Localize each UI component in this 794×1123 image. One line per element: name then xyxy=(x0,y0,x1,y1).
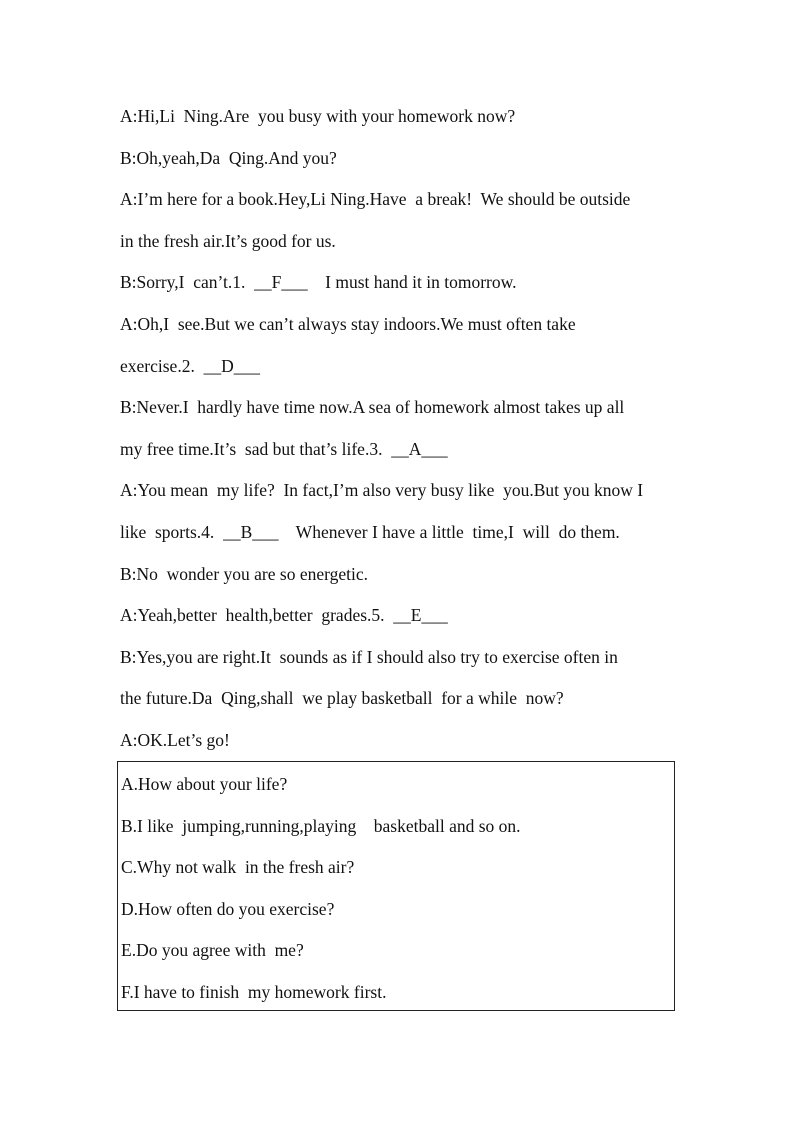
dialogue-line xyxy=(120,387,680,429)
dialogue-line xyxy=(120,678,680,720)
dialogue-line xyxy=(120,304,680,346)
dialogue-line xyxy=(120,470,680,512)
answer-blank-2: __D___ xyxy=(203,355,260,376)
answer-blank-1: __F___ xyxy=(254,272,308,293)
dialogue-line xyxy=(120,221,680,263)
dialogue-line xyxy=(120,179,680,221)
dialogue-text: A:Hi,Li Ning.Are you busy with your homework now? xyxy=(120,106,516,126)
dialogue-line xyxy=(120,96,680,138)
answer-blank-3: __A___ xyxy=(391,438,448,459)
dialogue-line xyxy=(120,512,680,554)
dialogue-line xyxy=(120,138,680,180)
dialogue-text: I must hand it in tomorrow. xyxy=(307,272,517,293)
dialogue-line xyxy=(120,554,680,596)
dialogue-line xyxy=(120,720,680,762)
dialogue-line xyxy=(120,595,680,637)
dialogue-text: Whenever I have a little time,I will do them. xyxy=(278,521,620,542)
dialogue-text: A:Oh,I see.But we can’t always stay indoors.We must often take xyxy=(120,313,576,334)
dialogue-text: A:Yeah,better health,better grades.5. xyxy=(120,605,394,626)
options-box xyxy=(117,761,675,1011)
answer-blank-4: __B___ xyxy=(223,521,279,542)
option-f: F.I have to finish my homework first. xyxy=(121,981,387,1002)
dialogue-text: B:No wonder you are so energetic. xyxy=(120,563,369,584)
option-e: E.Do you agree with me? xyxy=(121,940,304,961)
dialogue-text: in the fresh air.It’s good for us. xyxy=(120,230,336,251)
dialogue-section xyxy=(120,96,680,762)
dialogue-text: B:Sorry,I can’t.1. xyxy=(120,272,255,293)
dialogue-text: B:Never.I hardly have time now.A sea of homework almost takes up all xyxy=(120,397,625,418)
option-c: C.Why not walk in the fresh air? xyxy=(121,857,355,878)
dialogue-text: exercise.2. xyxy=(120,355,204,376)
dialogue-text: A:OK.Let’s go! xyxy=(120,729,230,750)
dialogue-text: B:Yes,you are right.It sounds as if I should also try to exercise often in xyxy=(120,646,618,667)
dialogue-text: A:You mean my life? In fact,I’m also very busy like you.But you know I xyxy=(120,480,644,501)
dialogue-text: B:Oh,yeah,Da Qing.And you? xyxy=(120,147,337,168)
dialogue-text: A:I’m here for a book.Hey,Li Ning.Have a break! We should be outside xyxy=(120,189,631,210)
dialogue-line xyxy=(120,346,680,388)
dialogue-line xyxy=(120,429,680,471)
dialogue-line xyxy=(120,262,680,304)
option-a: A.How about your life? xyxy=(121,774,288,794)
answer-blank-5: __E___ xyxy=(393,605,448,626)
dialogue-text: like sports.4. xyxy=(120,521,224,542)
option-d: D.How often do you exercise? xyxy=(121,898,335,919)
dialogue-text: the future.Da Qing,shall we play basketball for a while now? xyxy=(120,688,564,709)
dialogue-line xyxy=(120,637,680,679)
dialogue-text: my free time.It’s sad but that’s life.3. xyxy=(120,438,392,459)
option-b: B.I like jumping,running,playing basketball and so on. xyxy=(121,815,521,836)
